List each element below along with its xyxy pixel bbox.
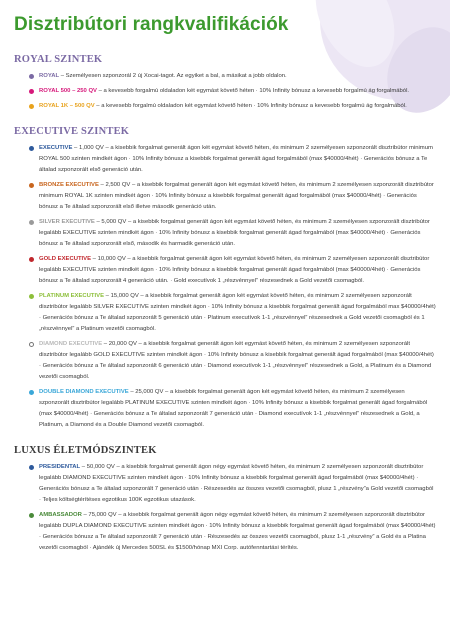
rank-name: BRONZE EXECUTIVE: [39, 182, 99, 188]
bullet-icon: [29, 294, 34, 299]
rank-description: – 25,000 QV – a kisebbik forgalmat generált ágon két egymást követő héten, és minimum 2 személyesen szponzorált disztribútor legalább PLATINUM EXECUTIVE szinten mindkét ágon · 10% Infinity bónusz a kisebbik forgalmat generált ágad forgalmából (max $40000/4hét) · Generációs bónusz a Te általad szponzorált 7 generáció után · Diamond executívok 1-1 „részvénnyel” részesednek a Gold, a Platinum, a Diamond és a Double Diamond vezetői csomagból.: [39, 389, 428, 428]
rank-item: [32, 462, 436, 506]
section-heading: ROYAL SZINTEK: [14, 54, 103, 65]
rank-sections: [14, 54, 436, 554]
rank-description: – 1,000 QV – a kisebbik forgalmat generált ágon két egymást követő héten, és minimum 2 személyesen szponzorált disztribútor minimum ROYAL 500 szinten mindkét ágon · 10% Infinity bónusz a kisebbik forgalmat generált ágad forgalmából (max $40000/4hét) · Generációs bónusz a Te általad szponzorált első generáció után.: [39, 145, 433, 173]
rank-description: – 20,000 QV – a kisebbik forgalmat generált ágon két egymást követő héten, és minimum 2 személyesen szponzorált disztribútor legalább GOLD EXECUTIVE szinten mindkét ágon · 10% Infinity bónusz a kisebbik forgalmat generált ágad forgalmából (max $40000/4hét) · Generációs bónusz a Te általad szponzorált 6 generáció után · Diamond executívok 1-1 „részvénnyel” részesednek a Gold, a Platinum és a Diamond vezetői csomagból.: [39, 341, 434, 380]
rank-item: [32, 217, 436, 250]
rank-description: – 10,000 QV – a kisebbik forgalmat generált ágon két egymást követő héten, és minimum 2 személyesen szponzorált disztribútor legalább EXECUTIVE szinten mindkét ágon · 10% Infinity bónusz a kisebbik forgalmat generált ágad forgalmából (max $40000/4hét) · Generációs bónusz a Te általad szponzorált 4 generáció után. · Gold executívok 1 „részvénnyel” részesednek a Gold vezetői csomagból.: [39, 256, 430, 284]
rank-description: – Személyesen szponzorál 2 új Xocai-tagot. Az egyiket a bal, a másikat a jobb oldalon.: [59, 73, 287, 79]
rank-item: [32, 101, 436, 112]
rank-item: [32, 143, 436, 176]
rank-description: – a kevesebb forgalmú oldaladon két egymást követő héten · 10% Infinity bónusz a kevesebb forgalmú ág forgalmából.: [96, 88, 410, 94]
bullet-icon: [29, 257, 34, 262]
bullet-icon: [29, 183, 34, 188]
rank-list: [14, 71, 436, 112]
rank-name: PRESIDENTAL: [39, 464, 81, 470]
rank-name: ROYAL 500 – 250 QV: [39, 88, 97, 94]
rank-name: AMBASSADOR: [39, 512, 82, 518]
bullet-icon: [29, 104, 34, 109]
rank-item: [32, 291, 436, 335]
rank-item: [32, 180, 436, 213]
rank-name: ROYAL 1K – 500 QV: [39, 103, 95, 109]
rank-name: ROYAL: [39, 73, 60, 79]
rank-description: – 15,000 QV – a kisebbik forgalmat generált ágon két egymást követő héten, és minimum 2 személyesen szponzorált disztribútor legalább SILVER EXECUTIVE szinten mindkét ágon · 10% Infinity bónusz a kisebbik forgalmat generált ágad forgalmából max $40000/4hét) · Generációs bónusz a Te általad szponzorált 5 generáció után · Platinum executívok 1-1 „részvénnyel” részesednek a Gold vezetői csomagból és 1 „részvénnyel” a Platinum vezetői csomagból.: [39, 293, 436, 332]
section-heading: LUXUS ÉLETMÓDSZINTEK: [14, 445, 157, 456]
rank-name: EXECUTIVE: [39, 145, 73, 151]
rank-name: PLATINUM EXECUTIVE: [39, 293, 105, 299]
page-title: Disztribútori rangkvalifikációk: [14, 14, 289, 35]
section-heading: EXECUTIVE SZINTEK: [14, 126, 130, 137]
bullet-icon: [29, 89, 34, 94]
bullet-icon: [29, 74, 34, 79]
rank-list: [14, 462, 436, 554]
rank-list: [14, 143, 436, 431]
rank-item: [32, 339, 436, 383]
rank-item: [32, 86, 436, 97]
rank-item: [32, 387, 436, 431]
rank-description: – 2,500 QV – a kisebbik forgalmat generált ágon két egymást követő héten, és minimum 2 személyesen szponzorált disztribútor minimum ROYAL 1K szinten mindkét ágon · 10% Infinity bónusz a kisebbik forgalmat generált ágad forgalmából (max $40000/4hét) · Generációs bónusz a Te általad szponzorált első illetve második generáció után.: [39, 182, 434, 210]
bullet-icon: [29, 390, 34, 395]
bullet-icon: [29, 342, 34, 347]
rank-description: – 75,000 QV – a kisebbik forgalmat generált ágon négy egymást követő héten, és minimum 2 személyesen szponzorált disztribútor legalább DUPLA DIAMOND EXECUTIVE szinten mindkét ágon · 10% Infinity bónusz a kisebbik forgalmat generált ágad forgalmából (max $40000/4hét) · Generációs bónusz a Te általad szponzorált 7 generáció után · Részesedés az összes vezetői csomagból, plusz 1-1 „részvény” a Gold és a Platina vezetői csomagból · Ajándék új Mercedes 500SL és $1500/hónap MXI Corp. autófenntartási térítés.: [39, 512, 436, 551]
rank-name: DIAMOND EXECUTIVE: [39, 341, 103, 347]
bullet-icon: [29, 465, 34, 470]
rank-item: [32, 510, 436, 554]
rank-name: GOLD EXECUTIVE: [39, 256, 92, 262]
rank-name: DOUBLE DIAMOND EXECUTIVE: [39, 389, 129, 395]
rank-item: [32, 254, 436, 287]
rank-description: – 50,000 QV – a kisebbik forgalmat generált ágon négy egymást követő héten, és minimum 2 személyesen szponzorált disztribútor legalább DIAMOND EXECUTIVE szinten mindkét ágon · 10% Infinity bónusz a kisebbik forgalmat generált ágad forgalmából (max $40000/4hét) · Generációs bónusz a Te általad szponzorált 7 generáció után · Részesedés az összes vezetői csomagból, plusz 1 „részvény”a Gold vezetői csomagból · Teljes költségtérítéses egzotikus 100K egzotikus utazások.: [39, 464, 434, 503]
rank-name: SILVER EXECUTIVE: [39, 219, 95, 225]
rank-description: – 5,000 QV – a kisebbik forgalmat generált ágon két egymást követő héten, és minimum 2 személyesen szponzorált disztribútor legalább EXECUTIVE szinten mindkét ágon · 10% Infinity bónusz a kisebbik forgalmat generált ágad forgalmából (max $40000/4hét) · Generációs bónusz a Te általad szponzorált első, második és harmadik generáció után.: [39, 219, 430, 247]
bullet-icon: [29, 513, 34, 518]
bullet-icon: [29, 220, 34, 225]
bullet-icon: [29, 146, 34, 151]
rank-description: – a kevesebb forgalmú oldaladon két egymást követő héten · 10% Infinity bónusz a kevesebb forgalmú ág forgalmából.: [94, 103, 407, 109]
rank-item: [32, 71, 436, 82]
